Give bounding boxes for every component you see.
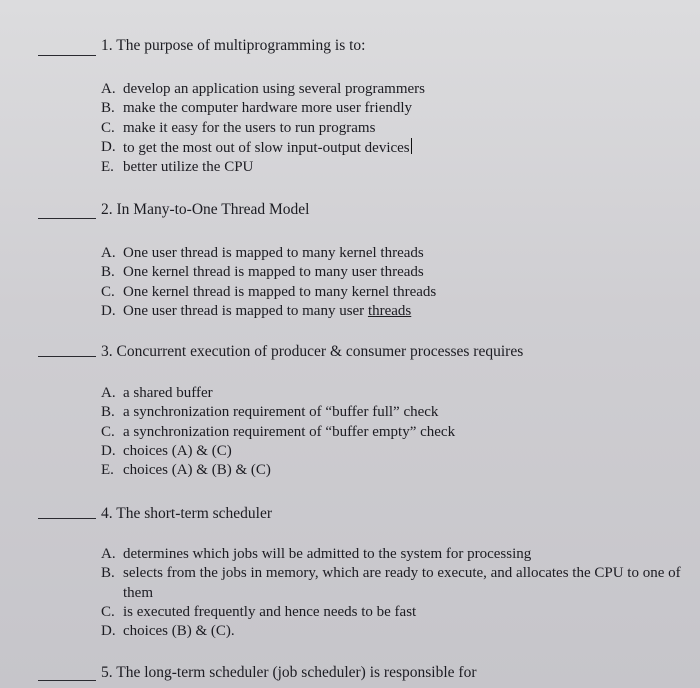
option-d: D. One user thread is mapped to many user threads — [101, 302, 412, 319]
option-c: C. is executed frequently and hence needs to be fast — [101, 603, 417, 620]
answer-blank[interactable] — [38, 356, 96, 357]
options-list — [101, 384, 455, 480]
answer-blank[interactable] — [38, 518, 96, 519]
option-a: A. develop an application using several programmers — [101, 81, 425, 97]
option-b: B. make the computer hardware more user friendly — [101, 100, 413, 117]
option-e: E. choices (A) & (B) & (C) — [101, 462, 271, 479]
text-cursor — [411, 138, 412, 154]
option-c: C. make it easy for the users to run programs — [101, 119, 376, 136]
option-c: C. One kernel thread is mapped to many kernel threads — [101, 283, 437, 300]
option-a: A. a shared buffer — [101, 385, 213, 401]
question-text: 4. The short-term scheduler — [101, 505, 273, 522]
option-b: B. One kernel thread is mapped to many user threads — [101, 264, 424, 281]
options-list — [101, 545, 683, 641]
option-c: C. a synchronization requirement of “buffer empty” check — [101, 423, 456, 440]
option-d: D. choices (A) & (C) — [101, 442, 232, 459]
question-text: 3. Concurrent execution of producer & consumer processes requires — [101, 343, 524, 360]
question-text: 1. The purpose of multiprogramming is to: — [101, 37, 366, 54]
option-d: D. to get the most out of slow input-output devices — [101, 138, 410, 156]
option-e: E. better utilize the CPU — [101, 159, 254, 176]
answer-blank[interactable] — [38, 218, 96, 219]
options-list — [101, 80, 425, 177]
option-a: A. One user thread is mapped to many kernel threads — [101, 245, 424, 261]
option-b: B. a synchronization requirement of “buffer full” check — [101, 404, 439, 421]
option-d: D. choices (B) & (C). — [101, 623, 235, 640]
answer-blank[interactable] — [38, 55, 96, 56]
question-text: 2. In Many-to-One Thread Model — [101, 201, 310, 218]
answer-blank[interactable] — [38, 680, 96, 681]
options-list — [101, 244, 436, 321]
underlined-word: threads — [367, 302, 412, 319]
option-b: B. selects from the jobs in memory, which are ready to execute, and allocates the CPU to one of them — [101, 565, 681, 601]
option-a: A. determines which jobs will be admitted to the system for processing — [101, 546, 532, 562]
question-text: 5. The long-term scheduler (job scheduler) is responsible for — [101, 664, 477, 681]
